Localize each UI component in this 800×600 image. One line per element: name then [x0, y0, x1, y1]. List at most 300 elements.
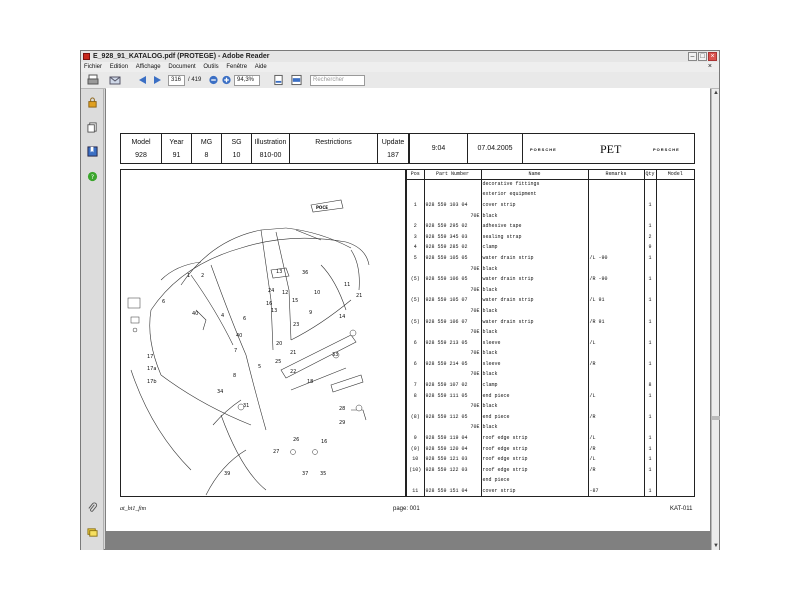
cell-name: black	[481, 264, 588, 275]
cell-name: black	[481, 370, 588, 381]
fit-page-icon[interactable]	[273, 74, 284, 86]
cell-remarks: /R	[588, 444, 644, 455]
table-row	[407, 433, 694, 444]
cell-pos	[407, 211, 424, 222]
cell-name: black	[481, 211, 588, 222]
cell-qty: 1	[644, 359, 656, 370]
callout-label: 1	[187, 273, 191, 279]
catalog-header-left	[120, 133, 409, 164]
cell-name: roof edge strip	[481, 433, 588, 444]
cell-qty	[644, 327, 656, 338]
menu-tools[interactable]: Outils	[203, 64, 219, 70]
table-row	[407, 264, 694, 275]
cell-name: black	[481, 306, 588, 317]
cell-remarks	[588, 243, 644, 254]
cell-remarks	[588, 232, 644, 243]
callout-label: 39	[224, 471, 231, 477]
cell-remarks: -87	[588, 486, 644, 497]
cell-part-number: 70E	[424, 423, 481, 434]
cell-part-number: 70E	[424, 401, 481, 412]
callout-label: 17b	[147, 379, 157, 385]
mg-value: 8	[204, 152, 209, 159]
cell-remarks	[588, 179, 644, 190]
menu-window[interactable]: Fenêtre	[226, 64, 248, 70]
cell-qty: 1	[644, 253, 656, 264]
cell-remarks: /R	[588, 359, 644, 370]
cell-qty	[644, 306, 656, 317]
cell-qty: 1	[644, 454, 656, 465]
table-row	[407, 211, 694, 222]
cell-pos	[407, 179, 424, 190]
cell-qty	[644, 285, 656, 296]
cell-pos: 2	[407, 221, 424, 232]
cell-pos	[407, 327, 424, 338]
cell-qty: 9	[644, 243, 656, 254]
callout-label: 10	[314, 290, 321, 296]
cell-name: water drain strip	[481, 274, 588, 285]
table-header-row	[407, 170, 694, 179]
fit-width-icon[interactable]	[291, 74, 302, 86]
cell-name: water drain strip	[481, 317, 588, 328]
parts-table	[407, 170, 694, 497]
cell-pos	[407, 306, 424, 317]
menu-edit[interactable]: Edition	[109, 64, 129, 70]
cell-qty: 1	[644, 317, 656, 328]
callout-label: 25	[275, 359, 282, 365]
menu-view[interactable]: Affichage	[135, 64, 161, 70]
bookmarks-icon[interactable]	[87, 146, 98, 157]
table-row	[407, 296, 694, 307]
maximize-button[interactable]: □	[698, 52, 707, 61]
cell-part-number: 928 559 111 05	[424, 391, 481, 402]
search-input[interactable]: Rechercher	[310, 75, 365, 86]
cell-model	[656, 391, 694, 402]
cell-part-number: 928 559 151 04	[424, 486, 481, 497]
update-value: 187	[387, 152, 399, 159]
table-row	[407, 306, 694, 317]
cell-pos: (10)	[407, 465, 424, 476]
pet-label: PET	[600, 142, 622, 156]
header-time: 9:04	[431, 145, 446, 152]
cell-pos	[407, 401, 424, 412]
cell-qty: 1	[644, 486, 656, 497]
print-icon[interactable]	[87, 74, 99, 86]
cell-model	[656, 486, 694, 497]
cell-remarks: /L -90	[588, 253, 644, 264]
porsche-logo-left: PORSCHE	[530, 147, 557, 152]
cell-model	[656, 243, 694, 254]
cell-qty: 1	[644, 274, 656, 285]
col-name: Name	[481, 170, 588, 179]
table-row	[407, 274, 694, 285]
lock-icon[interactable]	[87, 97, 98, 108]
callout-label: 21	[356, 293, 363, 299]
zoom-in-icon[interactable]	[221, 74, 232, 86]
table-row	[407, 349, 694, 360]
cell-qty: 1	[644, 296, 656, 307]
menu-document[interactable]: Document	[168, 64, 196, 70]
table-row	[407, 486, 694, 497]
cell-pos: 8	[407, 391, 424, 402]
cell-name: exterior equipment	[481, 190, 588, 201]
callout-label: 2	[201, 273, 205, 279]
cell-pos: 6	[407, 338, 424, 349]
cell-name: black	[481, 401, 588, 412]
cell-pos: 4	[407, 243, 424, 254]
callout-label: 37	[302, 471, 309, 477]
cell-remarks	[588, 211, 644, 222]
cell-qty: 2	[644, 232, 656, 243]
scroll-down-icon[interactable]: ▼	[713, 543, 719, 549]
cell-part-number	[424, 190, 481, 201]
callout-label: 12	[282, 290, 289, 296]
sg-value: 10	[232, 152, 241, 159]
close-document-icon[interactable]: ×	[707, 63, 712, 70]
cell-name: cover strip	[481, 200, 588, 211]
cell-pos	[407, 264, 424, 275]
cell-name: black	[481, 285, 588, 296]
cell-qty: 1	[644, 391, 656, 402]
cell-pos: 5	[407, 253, 424, 264]
cell-pos: 9	[407, 433, 424, 444]
cell-name: clamp	[481, 380, 588, 391]
cell-remarks	[588, 285, 644, 296]
callout-label: 14	[339, 314, 346, 320]
cell-model	[656, 253, 694, 264]
footer-file-ref: at_bt1_fim	[120, 506, 147, 512]
footer-catalog-code: KAT-011	[670, 506, 693, 512]
cell-remarks	[588, 380, 644, 391]
callout-label: 4	[221, 313, 225, 319]
cell-pos: 7	[407, 380, 424, 391]
attachments-icon[interactable]	[87, 502, 98, 513]
table-row	[407, 221, 694, 232]
cell-qty	[644, 401, 656, 412]
table-row	[407, 476, 694, 487]
cell-model	[656, 412, 694, 423]
cell-qty	[644, 370, 656, 381]
cell-remarks	[588, 200, 644, 211]
table-row	[407, 465, 694, 476]
next-page-icon[interactable]	[152, 74, 164, 86]
cell-pos: 6	[407, 359, 424, 370]
cell-part-number: 70E	[424, 349, 481, 360]
table-row	[407, 380, 694, 391]
cell-qty: 1	[644, 465, 656, 476]
cell-name: black	[481, 423, 588, 434]
cell-pos	[407, 349, 424, 360]
cell-part-number: 928 559 345 03	[424, 232, 481, 243]
cell-remarks	[588, 370, 644, 381]
cell-part-number: 928 559 295 02	[424, 221, 481, 232]
callout-label: 20	[276, 341, 283, 347]
cell-remarks	[588, 349, 644, 360]
cell-model	[656, 338, 694, 349]
cell-name: roof edge strip	[481, 444, 588, 455]
cell-pos: (8)	[407, 412, 424, 423]
cell-qty: 8	[644, 380, 656, 391]
callout-label: 23	[293, 322, 300, 328]
cell-remarks: /L	[588, 338, 644, 349]
cell-name: adhesive tape	[481, 221, 588, 232]
table-row	[407, 232, 694, 243]
callout-label: 34	[217, 389, 224, 395]
cell-model	[656, 444, 694, 455]
callout-label: 16	[266, 301, 273, 307]
cell-qty	[644, 476, 656, 487]
scroll-thumb[interactable]	[712, 416, 720, 420]
year-value: 91	[172, 152, 181, 159]
cell-part-number: 928 559 106 05	[424, 274, 481, 285]
callout-label: 40	[236, 333, 243, 339]
callout-label: 15	[292, 298, 299, 304]
cell-part-number: 928 559 106 07	[424, 317, 481, 328]
navigation-sidebar	[81, 89, 104, 550]
callout-label: 13	[276, 269, 283, 275]
col-model: Model	[656, 170, 694, 179]
header-date: 07.04.2005	[477, 145, 513, 152]
table-row	[407, 359, 694, 370]
cell-part-number: 928 559 213 05	[424, 338, 481, 349]
car-illustration	[121, 170, 405, 496]
decal-badge: POCE	[316, 205, 328, 210]
callout-label: 6	[243, 316, 247, 322]
scroll-up-icon[interactable]: ▲	[713, 90, 719, 96]
cell-name: black	[481, 327, 588, 338]
cell-part-number: 928 559 107 02	[424, 380, 481, 391]
cell-qty: 1	[644, 221, 656, 232]
cell-part-number	[424, 476, 481, 487]
callout-label: 27	[273, 449, 280, 455]
cell-part-number: 928 559 285 02	[424, 243, 481, 254]
menu-help[interactable]: Aide	[254, 64, 267, 70]
window-title: E_928_91_KATALOG.pdf (PROTEGE) - Adobe Reader	[93, 53, 270, 60]
callout-label: 9	[309, 310, 313, 316]
cell-remarks	[588, 476, 644, 487]
email-icon[interactable]	[109, 74, 121, 86]
cell-model	[656, 211, 694, 222]
page-total: / 419	[188, 77, 202, 83]
cell-qty: 1	[644, 200, 656, 211]
porsche-logo-right: PORSCHE	[653, 147, 680, 152]
cell-remarks: /L	[588, 433, 644, 444]
pdf-app-icon	[83, 53, 90, 60]
cell-model	[656, 423, 694, 434]
table-row	[407, 412, 694, 423]
table-row	[407, 454, 694, 465]
model-value: 928	[135, 152, 147, 159]
callout-label: 17a	[147, 366, 157, 372]
close-button[interactable]: ×	[708, 52, 717, 61]
cell-model	[656, 296, 694, 307]
callout-label: 36	[302, 270, 309, 276]
cell-part-number: 70E	[424, 306, 481, 317]
minimize-button[interactable]: –	[688, 52, 697, 61]
cell-remarks	[588, 264, 644, 275]
menu-bar	[81, 62, 719, 72]
cell-part-number: 70E	[424, 285, 481, 296]
cell-name: water drain strip	[481, 296, 588, 307]
cell-pos: 1	[407, 200, 424, 211]
cell-qty	[644, 190, 656, 201]
table-row	[407, 444, 694, 455]
table-row	[407, 179, 694, 190]
callout-label: 22	[290, 369, 297, 375]
cell-remarks	[588, 327, 644, 338]
exploded-view-drawing	[120, 169, 406, 497]
cell-pos	[407, 476, 424, 487]
callout-label: 13	[271, 308, 278, 314]
cell-model	[656, 221, 694, 232]
comments-icon[interactable]	[87, 527, 98, 538]
cell-model	[656, 232, 694, 243]
callout-label: 6	[162, 299, 166, 305]
pdf-page	[106, 88, 710, 531]
cell-remarks	[588, 401, 644, 412]
cell-model	[656, 274, 694, 285]
cell-model	[656, 476, 694, 487]
cell-remarks	[588, 190, 644, 201]
cell-pos	[407, 423, 424, 434]
cell-model	[656, 285, 694, 296]
callout-label: 7	[234, 348, 238, 354]
cell-qty: 1	[644, 444, 656, 455]
parts-list	[406, 169, 695, 497]
cell-qty: 1	[644, 433, 656, 444]
table-row	[407, 243, 694, 254]
table-row	[407, 285, 694, 296]
cell-model	[656, 264, 694, 275]
cell-pos: 3	[407, 232, 424, 243]
col-remarks: Remarks	[588, 170, 644, 179]
year-label: Year	[169, 139, 184, 146]
cell-pos	[407, 285, 424, 296]
cell-model	[656, 317, 694, 328]
footer-page-number: page: 001	[393, 506, 420, 512]
cell-pos: (5)	[407, 317, 424, 328]
cell-part-number: 928 559 120 04	[424, 444, 481, 455]
cell-name: decorative fittings	[481, 179, 588, 190]
col-qty: Qty	[645, 171, 655, 178]
cell-model	[656, 327, 694, 338]
col-part-number: Part Number	[424, 170, 481, 179]
cell-part-number: 928 559 105 07	[424, 296, 481, 307]
callout-label: 17	[147, 354, 154, 360]
cell-model	[656, 433, 694, 444]
callout-label: 16	[321, 439, 328, 445]
cell-qty	[644, 211, 656, 222]
cell-model	[656, 349, 694, 360]
callout-label: 21	[290, 350, 297, 356]
callout-label: 5	[258, 364, 262, 370]
cell-name: sleeve	[481, 359, 588, 370]
cell-pos: (5)	[407, 296, 424, 307]
model-label: Model	[131, 139, 151, 146]
table-row	[407, 327, 694, 338]
cell-remarks	[588, 306, 644, 317]
toolbar	[81, 72, 719, 89]
cell-model	[656, 380, 694, 391]
cell-remarks: /R 91	[588, 317, 644, 328]
cell-remarks: /R	[588, 412, 644, 423]
sg-label: SG	[231, 139, 242, 146]
callout-label: 28	[339, 406, 346, 412]
callout-label: 33	[332, 352, 339, 358]
callout-label: 8	[233, 373, 237, 379]
cell-part-number: 928 559 105 05	[424, 253, 481, 264]
cell-model	[656, 454, 694, 465]
cell-remarks: /R -90	[588, 274, 644, 285]
cell-qty	[644, 264, 656, 275]
cell-part-number: 928 559 119 04	[424, 433, 481, 444]
cell-name: roof edge strip	[481, 465, 588, 476]
cell-remarks	[588, 221, 644, 232]
cell-part-number: 928 559 103 04	[424, 200, 481, 211]
cell-pos: 11	[407, 486, 424, 497]
menu-file[interactable]: Fichier	[84, 64, 103, 70]
cell-part-number	[424, 179, 481, 190]
cell-part-number: 928 559 214 05	[424, 359, 481, 370]
table-row	[407, 190, 694, 201]
table-row	[407, 391, 694, 402]
previous-page-icon[interactable]	[136, 74, 148, 86]
zoom-level-select[interactable]: 94,3%	[234, 75, 260, 86]
help-icon[interactable]	[87, 171, 98, 182]
cell-model	[656, 401, 694, 412]
cell-pos: 10	[407, 454, 424, 465]
pages-icon[interactable]	[87, 122, 98, 133]
page-number-input[interactable]: 316	[168, 75, 185, 86]
callout-label: 18	[307, 379, 314, 385]
cell-qty	[644, 349, 656, 360]
callout-label: 31	[243, 403, 250, 409]
cell-model	[656, 190, 694, 201]
cell-name: end piece	[481, 412, 588, 423]
cell-name: black	[481, 349, 588, 360]
callout-label: 29	[339, 420, 346, 426]
cell-pos	[407, 190, 424, 201]
cell-name: clamp	[481, 243, 588, 254]
cell-part-number: 70E	[424, 264, 481, 275]
zoom-out-icon[interactable]	[208, 74, 219, 86]
cell-part-number: 928 559 121 03	[424, 454, 481, 465]
cell-model	[656, 306, 694, 317]
illustration-label: Illustration	[254, 139, 287, 146]
cell-part-number: 70E	[424, 370, 481, 381]
cell-model	[656, 200, 694, 211]
cell-qty	[644, 179, 656, 190]
table-row	[407, 423, 694, 434]
cell-model	[656, 370, 694, 381]
restrictions-label: Restrictions	[315, 139, 352, 146]
cell-pos: (9)	[407, 444, 424, 455]
table-row	[407, 200, 694, 211]
svg-text:?: ?	[90, 172, 95, 181]
callout-label: 35	[320, 471, 327, 477]
vertical-scrollbar[interactable]	[711, 89, 719, 550]
cell-part-number: 70E	[424, 327, 481, 338]
mg-label: MG	[200, 139, 213, 146]
callout-label: 24	[268, 288, 275, 294]
cell-remarks: /R	[588, 465, 644, 476]
cell-model	[656, 359, 694, 370]
update-label: Update	[381, 139, 405, 146]
cell-model	[656, 465, 694, 476]
cell-name: sleeve	[481, 338, 588, 349]
cell-pos	[407, 370, 424, 381]
callout-label: 26	[293, 437, 300, 443]
table-row	[407, 401, 694, 412]
